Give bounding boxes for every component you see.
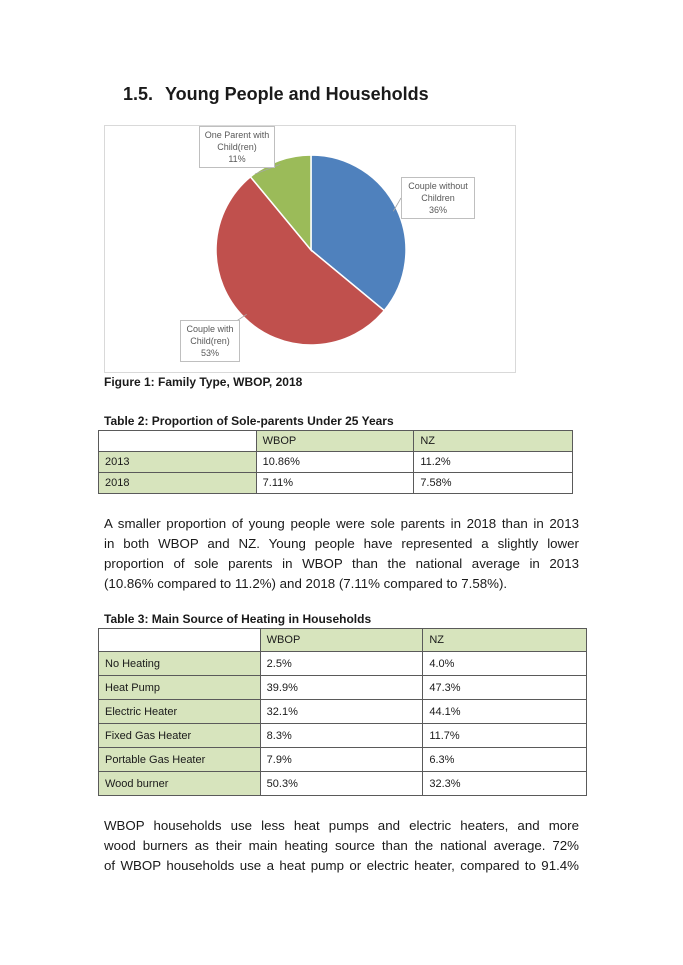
table-row-label: 2018 xyxy=(99,473,257,494)
table-cell: 32.1% xyxy=(260,700,423,724)
section-heading xyxy=(123,84,429,105)
pie-label-line: Couple with xyxy=(186,324,234,334)
paragraph-line: WBOP households use less heat pumps and electric heaters, and more xyxy=(104,818,579,833)
pie-label-line: Couple without xyxy=(408,181,468,191)
table-row xyxy=(99,473,573,494)
table2-caption: Table 2: Proportion of Sole-parents Under 25 Years xyxy=(104,414,394,428)
pie-label-couple-with-children xyxy=(180,320,240,362)
table-cell: 10.86% xyxy=(256,452,414,473)
pie-label-percent: 36% xyxy=(428,205,447,215)
table-header-cell xyxy=(99,431,257,452)
table-cell: 11.7% xyxy=(423,724,587,748)
section-number: 1.5. xyxy=(123,84,154,104)
paragraph-line: in both WBOP and NZ. Young people have represented a slightly lower xyxy=(104,536,579,551)
table-cell: 47.3% xyxy=(423,676,587,700)
table-row-label: Heat Pump xyxy=(99,676,261,700)
pie-label-one-parent xyxy=(199,126,275,168)
table-cell: 4.0% xyxy=(423,652,587,676)
table-row xyxy=(99,652,587,676)
paragraph-heating xyxy=(104,816,579,876)
pie-label-line: One Parent with xyxy=(204,130,270,140)
pie-label-line: Child(ren) xyxy=(190,336,230,346)
paragraph-line: of WBOP households use a heat pump or electric heater, compared to 91.4% xyxy=(104,858,579,873)
table-row xyxy=(99,748,587,772)
table-row xyxy=(99,700,587,724)
table-header-cell: NZ xyxy=(414,431,573,452)
table-row xyxy=(99,676,587,700)
pie-label-percent: 53% xyxy=(200,348,219,358)
table-header-cell xyxy=(99,629,261,652)
figure-caption: Figure 1: Family Type, WBOP, 2018 xyxy=(104,375,303,389)
table-cell: 2.5% xyxy=(260,652,423,676)
table3-caption: Table 3: Main Source of Heating in Households xyxy=(104,612,372,626)
table-sole-parents xyxy=(98,430,573,494)
paragraph-line: A smaller proportion of young people were sole parents in 2018 than in 2013 xyxy=(104,516,579,531)
pie-chart-svg xyxy=(105,126,517,374)
table-header-cell: WBOP xyxy=(260,629,423,652)
table-heating xyxy=(98,628,587,796)
table-header-cell: WBOP xyxy=(256,431,414,452)
table-row-label: Portable Gas Heater xyxy=(99,748,261,772)
family-type-chart xyxy=(104,125,516,373)
table-cell: 8.3% xyxy=(260,724,423,748)
pie-label-line: Child(ren) xyxy=(217,142,257,152)
table-cell: 50.3% xyxy=(260,772,423,796)
paragraph-line: wood burners as their main heating source than the national average. 72% xyxy=(104,838,579,853)
table-row-label: Fixed Gas Heater xyxy=(99,724,261,748)
section-title: Young People and Households xyxy=(165,84,429,104)
table-row xyxy=(99,452,573,473)
table-cell: 44.1% xyxy=(423,700,587,724)
table-row-label: Wood burner xyxy=(99,772,261,796)
pie-label-line: Children xyxy=(421,193,455,203)
table-header-row xyxy=(99,431,573,452)
table-header-row xyxy=(99,629,587,652)
table-cell: 7.9% xyxy=(260,748,423,772)
table-cell: 11.2% xyxy=(414,452,573,473)
table-row-label: 2013 xyxy=(99,452,257,473)
table-row xyxy=(99,724,587,748)
paragraph-line: proportion of sole parents in WBOP than the national average in 2013 xyxy=(104,556,579,571)
paragraph-sole-parents xyxy=(104,514,579,594)
table-cell: 7.58% xyxy=(414,473,573,494)
table-row xyxy=(99,772,587,796)
table-cell: 32.3% xyxy=(423,772,587,796)
table-row-label: Electric Heater xyxy=(99,700,261,724)
table-cell: 39.9% xyxy=(260,676,423,700)
pie-label-percent: 11% xyxy=(228,154,246,164)
table-row-label: No Heating xyxy=(99,652,261,676)
table-cell: 6.3% xyxy=(423,748,587,772)
paragraph-line: (10.86% compared to 11.2%) and 2018 (7.11% compared to 7.58%). xyxy=(104,576,508,591)
pie-label-couple-without-children xyxy=(401,177,475,219)
table-cell: 7.11% xyxy=(256,473,414,494)
table-header-cell: NZ xyxy=(423,629,587,652)
